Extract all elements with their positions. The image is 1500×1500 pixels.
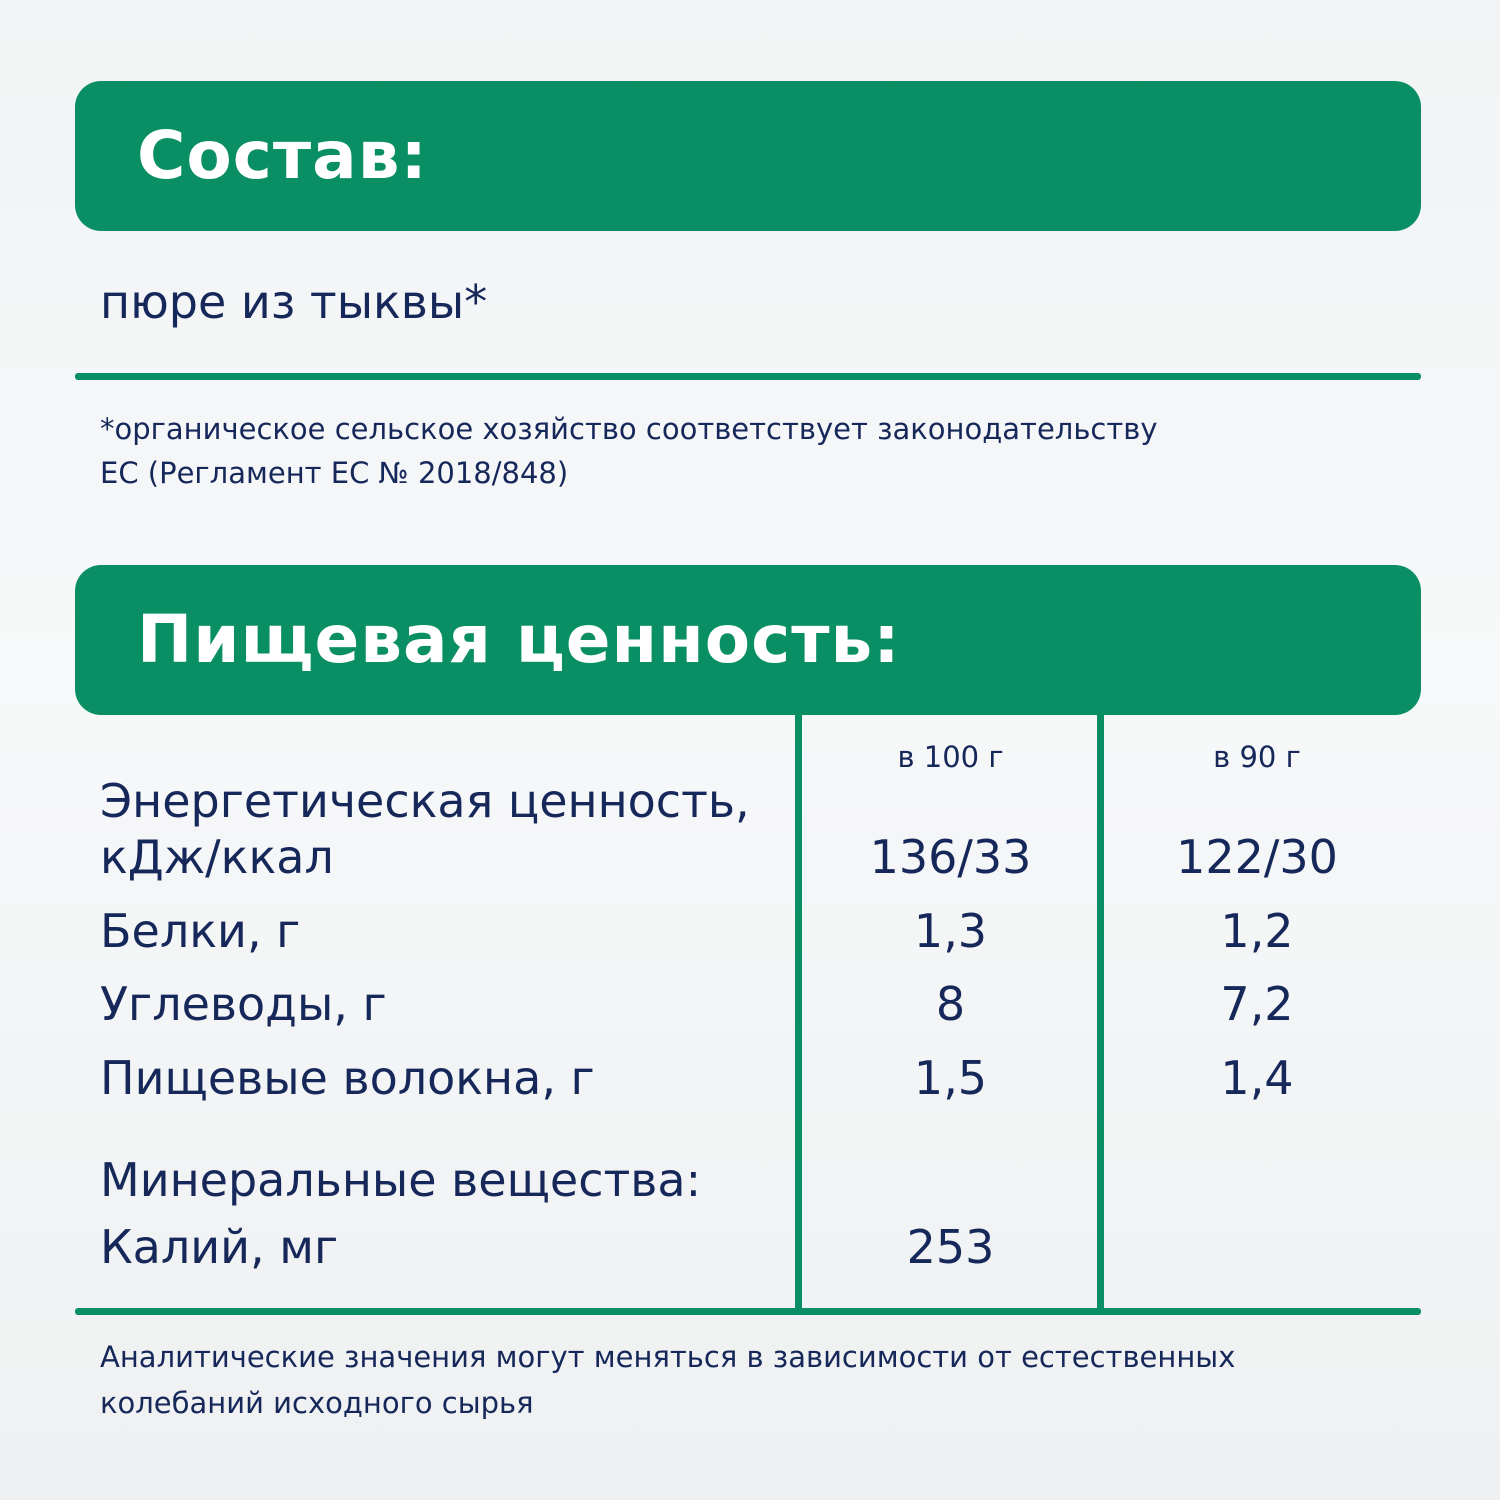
energy-per-100g: 136/33 [869, 830, 1032, 884]
nutrition-bottom-divider [75, 1308, 1421, 1315]
fiber-per-100g: 1,5 [913, 1051, 988, 1105]
organic-footnote [100, 407, 1158, 495]
composition-divider [75, 373, 1421, 380]
carbohydrates-per-90g: 7,2 [1220, 977, 1294, 1031]
column-divider-1 [795, 713, 802, 1310]
fiber-per-90g: 1,4 [1220, 1051, 1294, 1105]
footnote-line-1: *органическое сельское хозяйство соответствует законодательству [100, 412, 1158, 446]
ingredients-text: пюре из тыквы* [100, 275, 488, 329]
minerals-heading: Минеральные вещества: [100, 1153, 702, 1207]
protein-per-100g: 1,3 [913, 904, 988, 958]
analytical-disclaimer [100, 1334, 1235, 1426]
energy-label-line-1: Энергетическая ценность, [100, 774, 750, 828]
nutrition-title: Пищевая ценность: [137, 601, 901, 678]
composition-title: Состав: [137, 117, 428, 194]
nutrition-header [75, 565, 1421, 715]
composition-header [75, 81, 1421, 231]
carbohydrates-label: Углеводы, г [100, 977, 387, 1031]
protein-per-90g: 1,2 [1220, 904, 1294, 958]
fiber-label: Пищевые волокна, г [100, 1051, 595, 1105]
energy-label-line-2: кДж/ккал [100, 830, 334, 884]
energy-per-90g: 122/30 [1176, 830, 1338, 884]
column-header-per-90g: в 90 г [1213, 740, 1301, 774]
disclaimer-line-2: колебаний исходного сырья [100, 1386, 534, 1420]
potassium-label: Калий, мг [100, 1220, 339, 1274]
potassium-per-100g: 253 [906, 1220, 995, 1274]
disclaimer-line-1: Аналитические значения могут меняться в зависимости от естественных [100, 1340, 1236, 1374]
carbohydrates-per-100g: 8 [935, 977, 966, 1031]
protein-label: Белки, г [100, 904, 301, 958]
column-header-per-100g: в 100 г [897, 740, 1004, 774]
footnote-line-2: ЕС (Регламент ЕС № 2018/848) [100, 456, 569, 490]
